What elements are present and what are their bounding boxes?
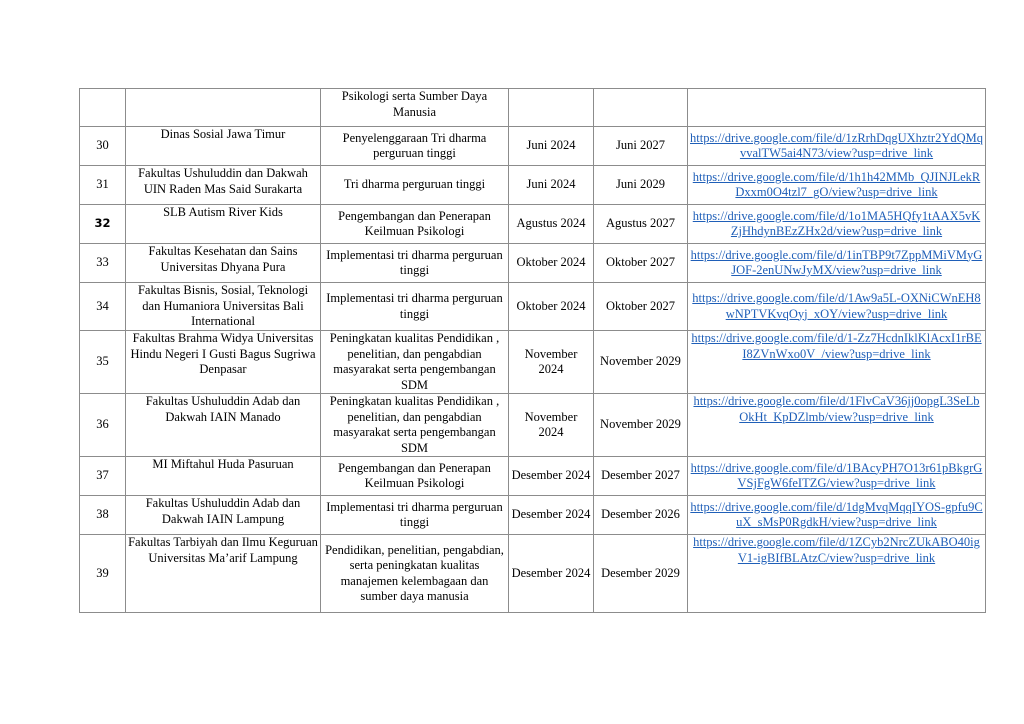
end-date-cell: Agustus 2027 xyxy=(594,205,688,244)
document-link[interactable]: https://drive.google.com/file/d/1o1MA5HQfy1tAAX5vKZjHhdynBEzZHx2d/view?usp=drive_link xyxy=(692,208,981,238)
activity-cell: Peningkatan kualitas Pendidikan , penelitian, dan pengabdian masyarakat serta pengembangan SDM xyxy=(321,394,509,457)
end-date-cell: Oktober 2027 xyxy=(594,244,688,283)
link-cell xyxy=(688,457,986,496)
document-link[interactable]: https://drive.google.com/file/d/1BAcyPH7O13r61pBkgrGVSjFgW6feITZG/view?usp=drive_link xyxy=(690,460,983,490)
row-number: 38 xyxy=(80,496,126,535)
institution-cell: Fakultas Ushuluddin Adab dan Dakwah IAIN Lampung xyxy=(126,496,321,535)
link-cell xyxy=(688,535,986,613)
row-number: 32 xyxy=(80,205,126,244)
start-date-cell: Desember 2024 xyxy=(509,496,594,535)
link-cell xyxy=(688,127,986,166)
start-date-cell: Juni 2024 xyxy=(509,127,594,166)
activity-cell: Peningkatan kualitas Pendidikan , penelitian, dan pengabdian masyarakat serta pengembangan SDM xyxy=(321,331,509,394)
end-date-cell: November 2029 xyxy=(594,394,688,457)
row-number: 30 xyxy=(80,127,126,166)
activity-cell: Penyelenggaraan Tri dharma perguruan tinggi xyxy=(321,127,509,166)
start-date-cell: Juni 2024 xyxy=(509,166,594,205)
table-row xyxy=(80,457,986,496)
table-row xyxy=(80,496,986,535)
end-date-cell: Juni 2029 xyxy=(594,166,688,205)
table-row xyxy=(80,331,986,394)
start-date-cell: Oktober 2024 xyxy=(509,283,594,331)
institution-cell: Fakultas Ushuluddin Adab dan Dakwah IAIN Manado xyxy=(126,394,321,457)
row-number xyxy=(80,89,126,127)
document-link[interactable]: https://drive.google.com/file/d/1-Zz7HcdnIklKlAcxI1rBEI8ZVnWxo0V_/view?usp=drive_link xyxy=(691,331,982,361)
row-number: 36 xyxy=(80,394,126,457)
end-date-cell xyxy=(594,89,688,127)
link-cell xyxy=(688,166,986,205)
link-cell xyxy=(688,244,986,283)
start-date-cell: November 2024 xyxy=(509,394,594,457)
institution-cell: Fakultas Kesehatan dan Sains Universitas Dhyana Pura xyxy=(126,244,321,283)
activity-cell: Psikologi serta Sumber Daya Manusia xyxy=(321,89,509,127)
document-link[interactable]: https://drive.google.com/file/d/1dgMvqMqqIYOS-gpfu9CuX_sMsP0RgdkH/view?usp=drive_link xyxy=(690,499,983,529)
end-date-cell: November 2029 xyxy=(594,331,688,394)
start-date-cell: Desember 2024 xyxy=(509,535,594,613)
institution-cell: Dinas Sosial Jawa Timur xyxy=(126,127,321,166)
activity-cell: Implementasi tri dharma perguruan tinggi xyxy=(321,244,509,283)
document-link[interactable]: https://drive.google.com/file/d/1FlvCaV36jj0opgL3SeLbOkHt_KpDZlmb/view?usp=drive_link xyxy=(693,394,980,424)
table-row xyxy=(80,89,986,127)
end-date-cell: Desember 2027 xyxy=(594,457,688,496)
document-link[interactable]: https://drive.google.com/file/d/1ZCyb2NrcZUkABO40igV1-igBIfBLAtzC/view?usp=drive_link xyxy=(693,535,980,565)
institution-cell: Fakultas Ushuluddin dan Dakwah UIN Raden Mas Said Surakarta xyxy=(126,166,321,205)
row-number: 37 xyxy=(80,457,126,496)
document-link[interactable]: https://drive.google.com/file/d/1zRrhDqgUXhztr2YdQMqvvalTW5ai4N73/view?usp=drive_link xyxy=(690,130,984,160)
activity-cell: Implementasi tri dharma perguruan tinggi xyxy=(321,496,509,535)
end-date-cell: Oktober 2027 xyxy=(594,283,688,331)
institution-cell: MI Miftahul Huda Pasuruan xyxy=(126,457,321,496)
activity-cell: Tri dharma perguruan tinggi xyxy=(321,166,509,205)
activity-cell: Pengembangan dan Penerapan Keilmuan Psikologi xyxy=(321,457,509,496)
link-cell xyxy=(688,283,986,331)
end-date-cell: Desember 2029 xyxy=(594,535,688,613)
document-link[interactable]: https://drive.google.com/file/d/1inTBP9t7ZppMMiVMyGJOF-2enUNwJyMX/view?usp=drive_link xyxy=(690,247,983,277)
link-cell xyxy=(688,496,986,535)
row-number: 33 xyxy=(80,244,126,283)
institution-cell: Fakultas Bisnis, Sosial, Teknologi dan Humaniora Universitas Bali International xyxy=(126,283,321,331)
start-date-cell xyxy=(509,89,594,127)
activity-cell: Implementasi tri dharma perguruan tinggi xyxy=(321,283,509,331)
link-cell xyxy=(688,89,986,127)
row-number: 31 xyxy=(80,166,126,205)
start-date-cell: Desember 2024 xyxy=(509,457,594,496)
end-date-cell: Desember 2026 xyxy=(594,496,688,535)
link-cell xyxy=(688,394,986,457)
end-date-cell: Juni 2027 xyxy=(594,127,688,166)
activity-cell: Pendidikan, penelitian, pengabdian, serta peningkatan kualitas manajemen kelembagaan dan sumber daya manusia xyxy=(321,535,509,613)
institution-cell xyxy=(126,89,321,127)
institution-cell: Fakultas Tarbiyah dan Ilmu Keguruan Universitas Ma’arif Lampung xyxy=(126,535,321,613)
link-cell xyxy=(688,331,986,394)
table-row xyxy=(80,127,986,166)
start-date-cell: Agustus 2024 xyxy=(509,205,594,244)
row-number: 34 xyxy=(80,283,126,331)
table-row xyxy=(80,283,986,331)
row-number: 39 xyxy=(80,535,126,613)
table-row xyxy=(80,394,986,457)
institution-cell: SLB Autism River Kids xyxy=(126,205,321,244)
table-row xyxy=(80,535,986,613)
document-link[interactable]: https://drive.google.com/file/d/1h1h42MMb_QJINJLekRDxxm0O4tzl7_gO/view?usp=drive_link xyxy=(692,169,981,199)
table-row xyxy=(80,166,986,205)
start-date-cell: November 2024 xyxy=(509,331,594,394)
link-cell xyxy=(688,205,986,244)
table-row xyxy=(80,244,986,283)
institution-cell: Fakultas Brahma Widya Universitas Hindu Negeri I Gusti Bagus Sugriwa Denpasar xyxy=(126,331,321,394)
table-row xyxy=(80,205,986,244)
activity-cell: Pengembangan dan Penerapan Keilmuan Psikologi xyxy=(321,205,509,244)
row-number: 35 xyxy=(80,331,126,394)
document-link[interactable]: https://drive.google.com/file/d/1Aw9a5L-OXNiCWnEH8wNPTVKvqOyj_xOY/view?usp=drive_link xyxy=(692,291,981,321)
start-date-cell: Oktober 2024 xyxy=(509,244,594,283)
mou-table xyxy=(79,88,986,613)
